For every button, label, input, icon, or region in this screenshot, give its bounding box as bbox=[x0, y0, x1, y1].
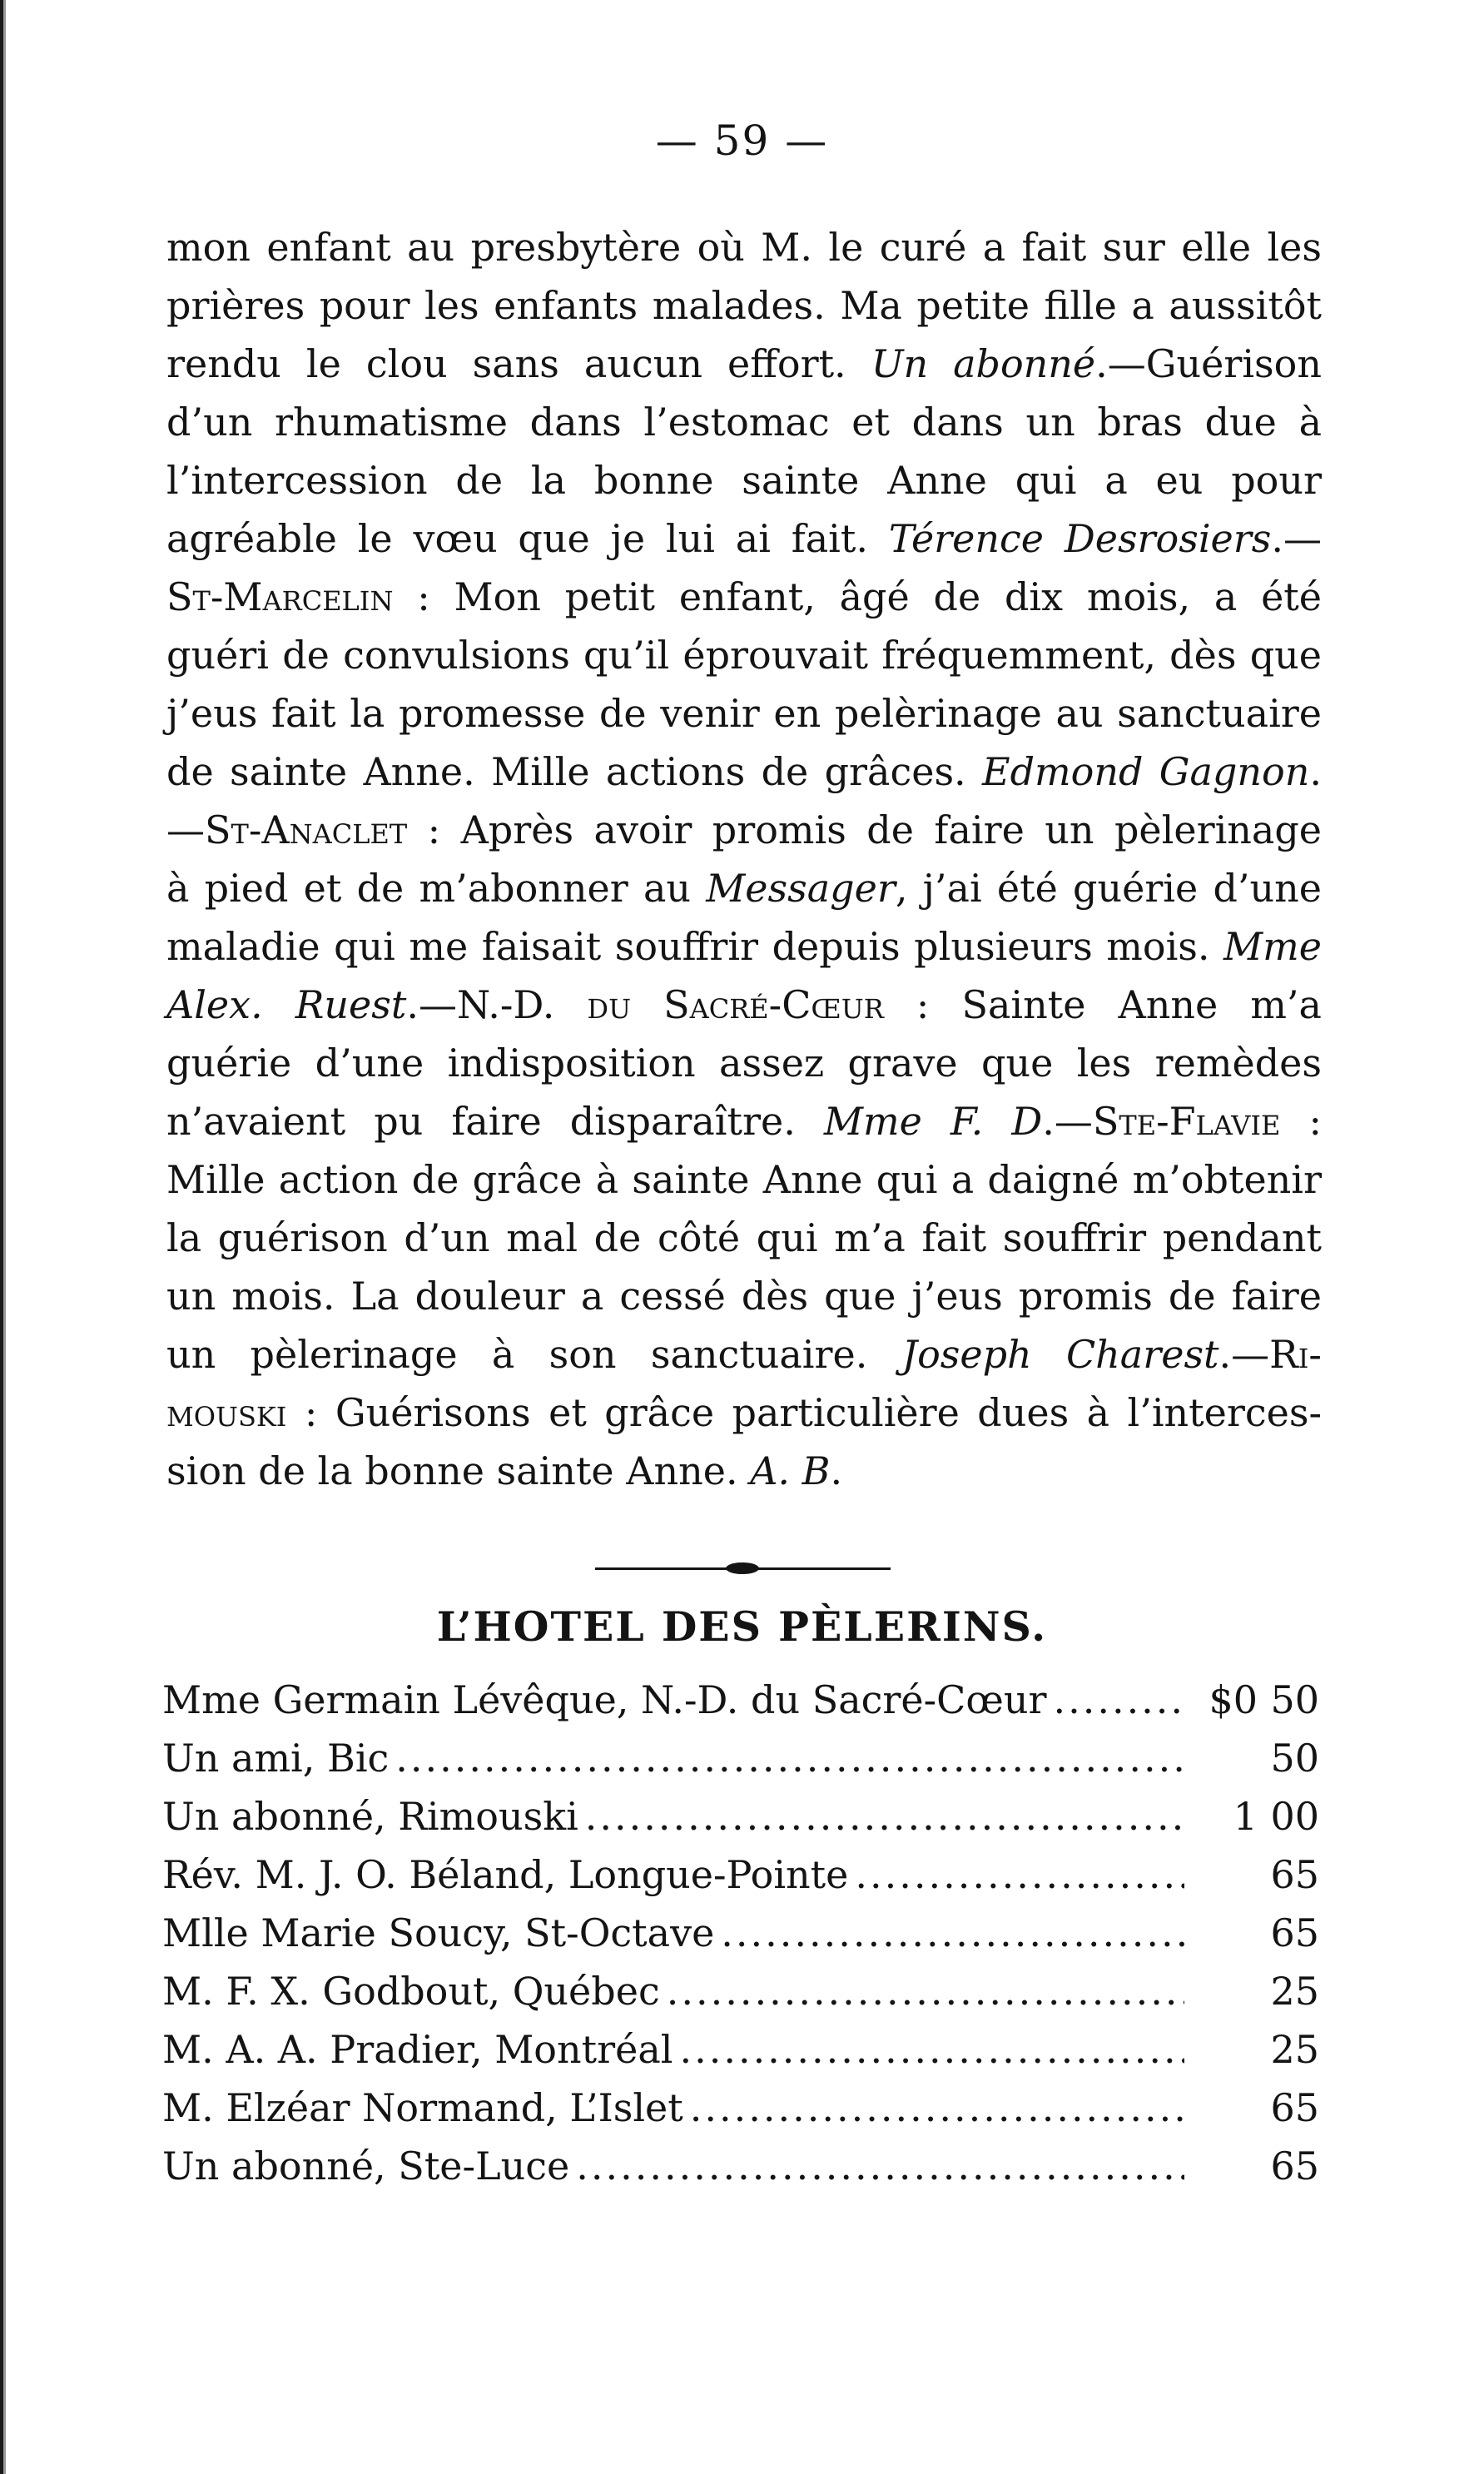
dot-leader bbox=[855, 1846, 1184, 1904]
text-segment: .—Guérison bbox=[1095, 341, 1322, 386]
text-line bbox=[166, 859, 1322, 917]
text-segment: rendu le clou sans aucun effort. bbox=[166, 341, 871, 386]
text-line bbox=[166, 1034, 1322, 1092]
italic-text: Edmond Gagnon bbox=[982, 749, 1310, 794]
amount-cents: 25 bbox=[1270, 2027, 1319, 2072]
donor-name: Un abonné, Ste-Luce bbox=[162, 2144, 570, 2188]
text-segment: l’intercession de la bonne sainte Anne qui a eu pour bbox=[166, 458, 1322, 503]
dot-leader bbox=[395, 1729, 1184, 1787]
text-line bbox=[166, 218, 1322, 276]
donation-amount bbox=[1191, 2079, 1319, 2137]
italic-text: Alex. Ruest bbox=[166, 982, 407, 1027]
text-line bbox=[166, 1325, 1322, 1384]
donation-row bbox=[162, 1729, 1319, 1787]
donor-name: Rév. M. J. O. Béland, Longue-Pointe bbox=[162, 1852, 849, 1897]
text-line bbox=[166, 393, 1322, 451]
text-line bbox=[166, 276, 1322, 335]
italic-text: Mme F. D bbox=[823, 1099, 1043, 1144]
dot-leader bbox=[690, 2079, 1184, 2137]
place-name: mouski bbox=[166, 1390, 287, 1435]
amount-cents: 65 bbox=[1270, 1852, 1319, 1897]
text-line bbox=[166, 568, 1322, 626]
text-segment: sion de la bonne sainte Anne. bbox=[166, 1448, 751, 1493]
paragraph bbox=[166, 218, 1322, 1500]
donation-amount bbox=[1191, 1904, 1319, 1962]
donation-row bbox=[162, 1962, 1319, 2020]
amount-cents: 50 bbox=[1270, 1677, 1319, 1722]
place-name: Ste-Flavie bbox=[1092, 1099, 1281, 1144]
italic-text: Mme bbox=[1223, 924, 1322, 969]
amount-cents: 65 bbox=[1270, 2085, 1319, 2130]
dot-leader bbox=[721, 1904, 1184, 1962]
text-segment: prières pour les enfants malades. Ma petite fille a aussitôt bbox=[166, 283, 1322, 328]
donation-amount bbox=[1191, 2020, 1319, 2079]
scan-edge bbox=[0, 0, 10, 2474]
place-name: St-Marcelin bbox=[166, 574, 394, 619]
donor-name: M. Elzéar Normand, L’Islet bbox=[162, 2085, 683, 2130]
text-segment: .—N.-D. bbox=[406, 982, 588, 1027]
text-segment: : Après avoir promis de faire un pèlerinage bbox=[407, 807, 1322, 852]
amount-cents: 25 bbox=[1270, 1969, 1319, 2014]
dot-leader bbox=[679, 2020, 1184, 2079]
donor-name: Mlle Marie Soucy, St-Octave bbox=[162, 1910, 715, 1955]
text-line bbox=[166, 626, 1322, 684]
text-segment: : Guérisons et grâce particulière dues à l’interces- bbox=[286, 1390, 1322, 1435]
text-segment: un pèlerinage à son sanctuaire. bbox=[166, 1332, 902, 1377]
text-segment: — bbox=[166, 807, 205, 852]
divider-ornament bbox=[726, 1562, 759, 1574]
italic-text: Joseph Charest bbox=[901, 1332, 1219, 1377]
text-line bbox=[166, 451, 1322, 509]
text-line bbox=[166, 917, 1322, 976]
donor-name: M. A. A. Pradier, Montréal bbox=[162, 2027, 673, 2072]
text-segment: Mille action de grâce à sainte Anne qui a daigné m’obtenir bbox=[166, 1157, 1322, 1202]
italic-text: Térence Desrosiers bbox=[888, 516, 1272, 561]
text-segment: un mois. La douleur a cessé dès que j’eus promis de faire bbox=[166, 1274, 1322, 1319]
amount-cents: 65 bbox=[1270, 2144, 1319, 2188]
amount-dollars: $0 bbox=[1209, 1677, 1258, 1722]
text-segment: la guérison d’un mal de côté qui m’a fait souffrir pendant bbox=[166, 1215, 1322, 1260]
place-name: Ri- bbox=[1269, 1332, 1322, 1377]
donation-list bbox=[162, 1671, 1319, 2195]
page-number: — 59 — bbox=[655, 117, 829, 165]
donation-row bbox=[162, 2020, 1319, 2079]
text-line bbox=[166, 743, 1322, 801]
text-line bbox=[166, 1384, 1322, 1442]
donation-row bbox=[162, 1904, 1319, 1962]
donation-row bbox=[162, 1846, 1319, 1904]
text-segment: .— bbox=[1271, 516, 1322, 561]
donor-name: Un ami, Bic bbox=[162, 1736, 390, 1781]
text-line bbox=[166, 509, 1322, 568]
text-line bbox=[166, 1209, 1322, 1267]
italic-text: A. B bbox=[750, 1448, 831, 1493]
text-segment: . bbox=[1309, 749, 1322, 794]
donor-name: Un abonné, Rimouski bbox=[162, 1794, 578, 1839]
place-name: du Sacré-Cœur bbox=[587, 982, 884, 1027]
text-segment: : bbox=[1280, 1099, 1322, 1144]
donation-row bbox=[162, 1671, 1319, 1729]
text-segment: agréable le vœu que je lui ai fait. bbox=[166, 516, 889, 561]
donation-amount bbox=[1191, 1962, 1319, 2020]
amount-cents: 00 bbox=[1270, 1794, 1319, 1839]
text-segment: . bbox=[830, 1448, 843, 1493]
donation-amount bbox=[1191, 1671, 1319, 1729]
amount-cents: 65 bbox=[1270, 1910, 1319, 1955]
dot-leader bbox=[576, 2137, 1184, 2195]
text-line bbox=[166, 684, 1322, 743]
text-line bbox=[166, 1442, 1322, 1500]
donation-row bbox=[162, 2079, 1319, 2137]
amount-dollars: 1 bbox=[1233, 1794, 1258, 1839]
text-line bbox=[166, 1267, 1322, 1325]
donation-row bbox=[162, 2137, 1319, 2195]
text-segment: , j’ai été guérie d’une bbox=[895, 866, 1322, 911]
donation-amount bbox=[1191, 1787, 1319, 1846]
text-segment: de sainte Anne. Mille actions de grâces. bbox=[166, 749, 983, 794]
dot-leader bbox=[585, 1787, 1184, 1846]
text-segment: n’avaient pu faire disparaître. bbox=[166, 1099, 824, 1144]
text-segment: .— bbox=[1042, 1099, 1093, 1144]
text-segment: : Mon petit enfant, âgé de dix mois, a été bbox=[393, 574, 1322, 619]
text-line bbox=[166, 976, 1322, 1034]
text-line bbox=[166, 801, 1322, 859]
text-segment: guéri de convulsions qu’il éprouvait fréquemment, dès que bbox=[166, 633, 1322, 678]
dot-leader bbox=[1053, 1671, 1184, 1729]
amount-cents: 50 bbox=[1270, 1736, 1319, 1781]
text-segment: j’eus fait la promesse de venir en pelèrinage au sanctuaire bbox=[166, 691, 1322, 736]
donation-amount bbox=[1191, 1729, 1319, 1787]
text-segment: d’un rhumatisme dans l’estomac et dans un bras due à bbox=[166, 400, 1322, 445]
donation-amount bbox=[1191, 1846, 1319, 1904]
text-segment: guérie d’une indisposition assez grave que les remèdes bbox=[166, 1041, 1322, 1085]
italic-text: Un abonné bbox=[871, 341, 1096, 386]
text-segment: : Sainte Anne m’a bbox=[883, 982, 1322, 1027]
donation-row bbox=[162, 1787, 1319, 1846]
text-line bbox=[166, 335, 1322, 393]
text-line bbox=[166, 1092, 1322, 1150]
donation-amount bbox=[1191, 2137, 1319, 2195]
text-segment: maladie qui me faisait souffrir depuis plusieurs mois. bbox=[166, 924, 1224, 969]
italic-text: Messager bbox=[706, 866, 896, 911]
donor-name: Mme Germain Lévêque, N.-D. du Sacré-Cœur bbox=[162, 1677, 1047, 1722]
text-segment: .— bbox=[1218, 1332, 1270, 1377]
text-segment: mon enfant au presbytère où M. le curé a fait sur elle les bbox=[166, 225, 1322, 270]
text-line bbox=[166, 1150, 1322, 1209]
section-title: L’HOTEL DES PÈLERINS. bbox=[436, 1602, 1048, 1651]
text-segment: à pied et de m’abonner au bbox=[166, 866, 707, 911]
dot-leader bbox=[667, 1962, 1184, 2020]
place-name: St-Anaclet bbox=[205, 807, 408, 852]
donor-name: M. F. X. Godbout, Québec bbox=[162, 1969, 660, 2014]
